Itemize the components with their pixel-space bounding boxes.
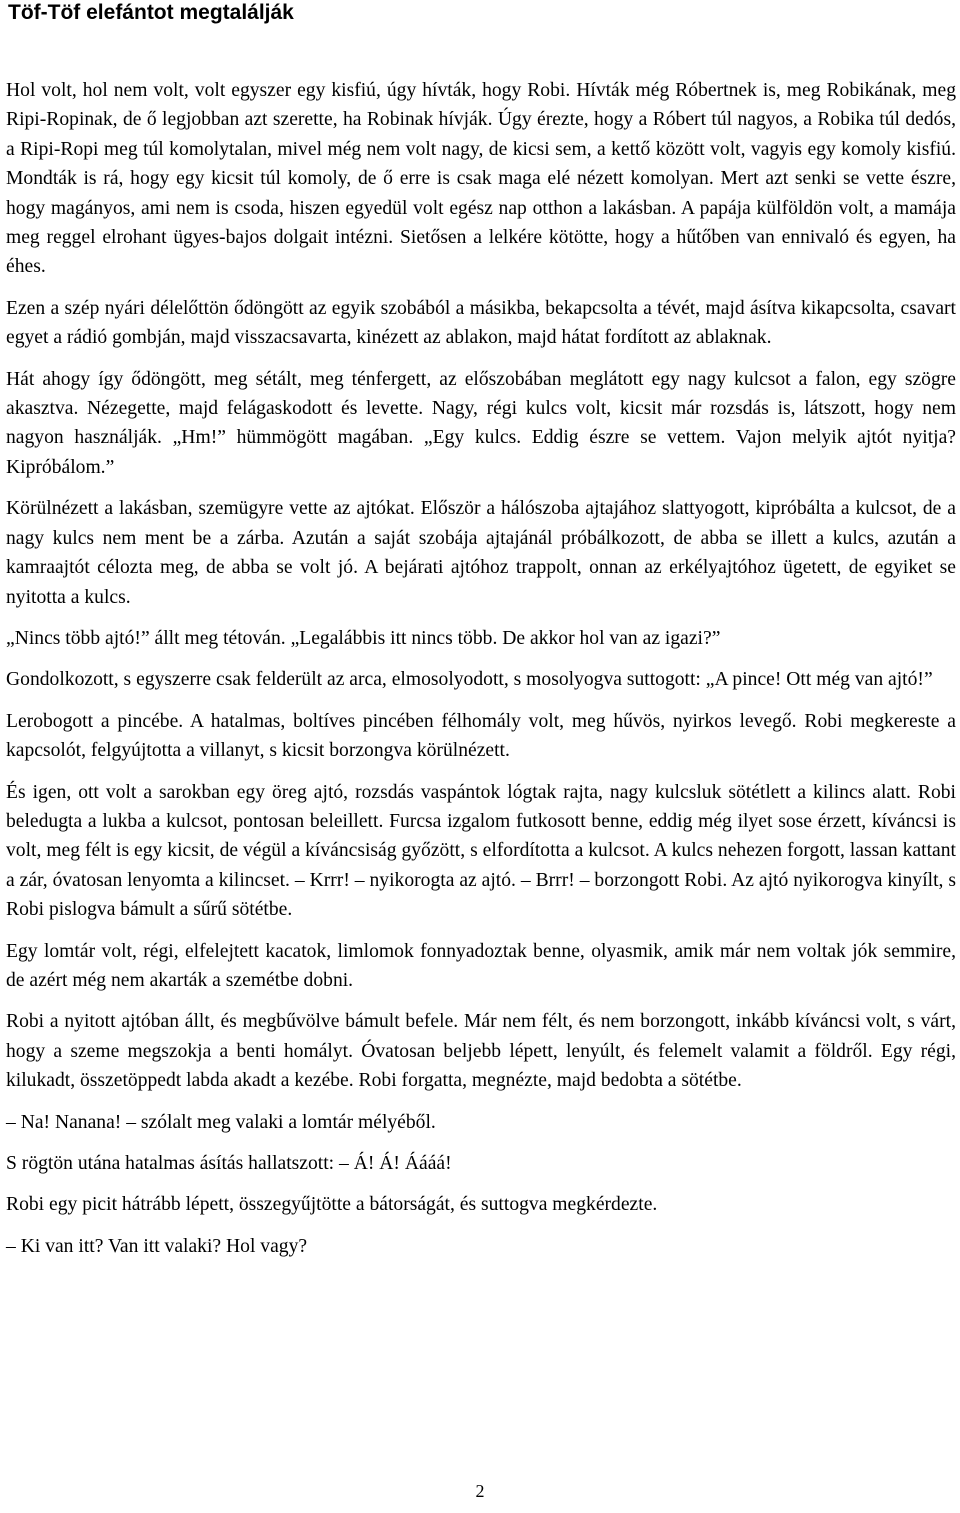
paragraph: Egy lomtár volt, régi, elfelejtett kacatok, limlomok fonnyadoztak benne, olyasmik, amik már nem voltak jók semmire, de azért még nem akarták a szemétbe dobni. (6, 940, 956, 991)
page-number: 2 (475, 1481, 485, 1501)
paragraph: S rögtön utána hatalmas ásítás hallatszott: – Á! Á! Áááá! (6, 1153, 452, 1174)
dialogue-line: – Na! Nanana! – szólalt meg valaki a lomtár mélyéből. (6, 1111, 436, 1133)
paragraph: Lerobogott a pincébe. A hatalmas, boltíves pincében félhomály volt, meg hűvös, nyirkos levegő. Robi megkereste a kapcsolót, felgyújtotta a villanyt, s kicsit borzongva körülnézett. (6, 710, 956, 762)
paragraph: És igen, ott volt a sarokban egy öreg ajtó, rozsdás vaspántok lógtak rajta, nagy kulcsluk sötétlett a kilincs alatt. Robi beledugta a lukba a kulcsot, pontosan beleillett. Furcsa izgalom futkosott benne, eddig még ilyet sose érzett, kíváncsi is volt, meg félt is egy kicsit, de végül a kíváncsiság győzött, s elfordította a kulcsot. A kulcs nehezen forgott, lassan kattant a zár, óvatosan lenyomta a kilincset. – Krrr! – nyikorogta az ajtó. – Brrr! – borzongott Robi. Az ajtó nyikorogva kinyílt, s Robi pislogva bámult a sűrű sötétbe. (6, 781, 956, 921)
paragraph: Robi a nyitott ajtóban állt, és megbűvölve bámult befele. Már nem félt, és nem borzongott, inkább kíváncsi volt, s várt, hogy a szeme megszokja a benti homályt. Óvatosan beljebb lépett, lenyúlt, és felemelt valamit a földről. Egy régi, kilukadt, összetöppedt labda akadt a kezébe. Robi forgatta, megnézte, majd bedobta a sötétbe. (6, 1011, 956, 1092)
dialogue-line: – Ki van itt? Van itt valaki? Hol vagy? (6, 1235, 308, 1257)
paragraph: Robi egy picit hátrább lépett, összegyűjtötte a bátorságát, és suttogva megkérdezte. (6, 1194, 658, 1216)
paragraph: Ezen a szép nyári délelőttön ődöngött az egyik szobából a másikba, bekapcsolta a tévét, majd ásítva kikapcsolta, csavart egyet a rádió gombján, majd visszacsavarta, kinézett az ablakon, majd hátat fordított az ablaknak. (6, 297, 956, 349)
story-body (6, 76, 956, 1273)
paragraph: Gondolkozott, s egyszerre csak felderült az arca, elmosolyodott, s mosolyogva suttogott: „A pince! Ott még van ajtó!” (6, 669, 933, 691)
paragraph: Körülnézett a lakásban, szemügyre vette az ajtókat. Először a hálószoba ajtajához slattyogott, kipróbálta a kulcsot, de a nagy kulcs nem ment be a zárba. Azután a saját szobája ajtajánál próbálkozott, de abba se illett a kulcs, azután a kamraajtót célozta meg, de abba se volt jó. A bejárati ajtóhoz trappolt, onnan az erkélyajtóhoz ügetett, de egyiket se nyitotta a kulcs. (6, 498, 956, 608)
paragraph: Hát ahogy így ődöngött, meg sétált, meg ténfergett, az előszobában meglátott egy nagy kulcsot a falon, egy szögre akasztva. Nézegette, majd felágaskodott és levette. Nagy, régi kulcs volt, kicsit már rozsdás is, látszott, hogy nem nagyon használják. „Hm!” hümmögött magában. „Egy kulcs. Eddig észre se vettem. Vajon melyik ajtót nyitja? Kipróbálom.” (6, 368, 956, 478)
paragraph: Hol volt, hol nem volt, volt egyszer egy kisfiú, úgy hívták, hogy Robi. Hívták még Róbertnek is, meg Robikának, meg Ripi-Ropinak, de ő legjobban azt szerette, ha Robinak hívják. Úgy érezte, hogy a Róbert túl nagyos, a Robika túl dedós, a Ripi-Ropi meg túl komolytalan, mivel még nem volt nagy, de kicsi sem, a kettő között volt, vagyis egy komoly kisfiú. Mondták is rá, hogy egy kicsit túl komoly, de ő erre is csak maga elé nézett komolyan. Mert azt senki se vette észre, hogy magányos, ami nem is csoda, hiszen egyedül volt egész nap otthon a lakásban. A papája külföldön volt, a mamája meg reggel elrohant ügyes-bajos dolgait intézni. Sietősen a lelkére kötötte, hogy a hűtőben van ennivaló és egyen, ha éhes. (6, 80, 956, 278)
paragraph: „Nincs több ajtó!” állt meg tétován. „Legalábbis itt nincs több. De akkor hol van az igazi?” (6, 627, 721, 649)
document-title: Töf-Töf elefántot megtalálják (8, 1, 294, 24)
